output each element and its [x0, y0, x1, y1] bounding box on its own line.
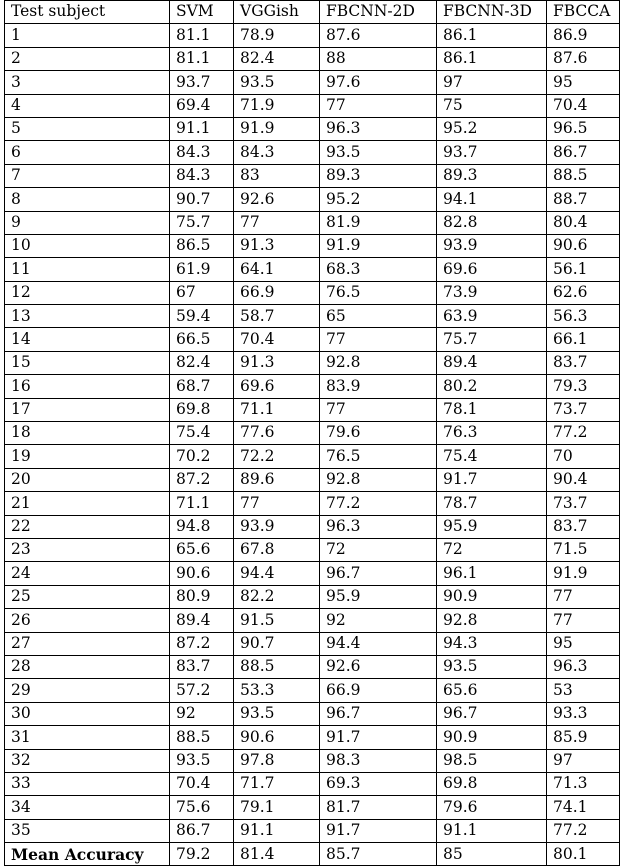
- fbcnn-2d-cell: 92.8: [320, 468, 437, 491]
- fbcnn-2d-cell: 76.5: [320, 445, 437, 468]
- vggish-cell: 58.7: [234, 305, 320, 328]
- fbcnn-3d-cell: 96.1: [437, 562, 547, 585]
- fbcca-cell: 79.3: [547, 375, 620, 398]
- fbcca-cell: 96.5: [547, 117, 620, 140]
- table-row: [5, 188, 620, 211]
- header-fbcnn-2d: FBCNN-2D: [320, 1, 437, 24]
- svm-cell: 69.8: [170, 398, 234, 421]
- fbcca-cell: 87.6: [547, 47, 620, 70]
- table-row: [5, 538, 620, 561]
- fbcnn-2d-cell: 97.6: [320, 71, 437, 94]
- subject-cell: 20: [5, 468, 170, 491]
- svm-cell: 61.9: [170, 258, 234, 281]
- svm-cell: 86.5: [170, 234, 234, 257]
- fbcnn-2d-cell: 77: [320, 94, 437, 117]
- vggish-cell: 77: [234, 211, 320, 234]
- fbcnn-2d-cell: 96.7: [320, 702, 437, 725]
- subject-cell: 15: [5, 351, 170, 374]
- fbcca-cell: 95: [547, 632, 620, 655]
- svm-cell: 81.1: [170, 24, 234, 47]
- vggish-cell: 64.1: [234, 258, 320, 281]
- fbcnn-3d-cell: 75.7: [437, 328, 547, 351]
- fbcnn-2d-cell: 92.6: [320, 655, 437, 678]
- fbcnn-3d-cell: 86.1: [437, 24, 547, 47]
- subject-cell: 35: [5, 819, 170, 842]
- fbcnn-3d-cell: 98.5: [437, 749, 547, 772]
- fbcnn-3d-cell: 80.2: [437, 375, 547, 398]
- vggish-cell: 91.3: [234, 234, 320, 257]
- fbcca-cell: 74.1: [547, 796, 620, 819]
- subject-cell: 4: [5, 94, 170, 117]
- fbcca-cell: 77: [547, 585, 620, 608]
- fbcca-cell: 62.6: [547, 281, 620, 304]
- table-row: [5, 632, 620, 655]
- fbcnn-3d-cell: 94.1: [437, 188, 547, 211]
- subject-cell: 32: [5, 749, 170, 772]
- fbcca-cell: 70: [547, 445, 620, 468]
- subject-cell: 8: [5, 188, 170, 211]
- svm-cell: 92: [170, 702, 234, 725]
- table-row: [5, 375, 620, 398]
- vggish-cell: 91.3: [234, 351, 320, 374]
- table-row: [5, 281, 620, 304]
- fbcca-cell: 70.4: [547, 94, 620, 117]
- svm-cell: 70.2: [170, 445, 234, 468]
- svm-cell: 75.6: [170, 796, 234, 819]
- subject-cell: 9: [5, 211, 170, 234]
- vggish-cell: 83: [234, 164, 320, 187]
- fbcnn-2d-cell: 91.9: [320, 234, 437, 257]
- fbcca-cell: 71.5: [547, 538, 620, 561]
- header-fbcnn-3d: FBCNN-3D: [437, 1, 547, 24]
- mean-fbcnn-2d-cell: 85.7: [320, 843, 437, 866]
- fbcnn-3d-cell: 69.6: [437, 258, 547, 281]
- fbcnn-3d-cell: 73.9: [437, 281, 547, 304]
- fbcnn-2d-cell: 95.2: [320, 188, 437, 211]
- svm-cell: 87.2: [170, 632, 234, 655]
- svm-cell: 75.7: [170, 211, 234, 234]
- svm-cell: 84.3: [170, 164, 234, 187]
- vggish-cell: 93.5: [234, 702, 320, 725]
- subject-cell: 25: [5, 585, 170, 608]
- subject-cell: 27: [5, 632, 170, 655]
- subject-cell: 5: [5, 117, 170, 140]
- fbcnn-3d-cell: 63.9: [437, 305, 547, 328]
- fbcca-cell: 90.4: [547, 468, 620, 491]
- vggish-cell: 91.1: [234, 819, 320, 842]
- mean-fbcca-cell: 80.1: [547, 843, 620, 866]
- subject-cell: 1: [5, 24, 170, 47]
- table-row: [5, 211, 620, 234]
- header-vggish: VGGish: [234, 1, 320, 24]
- mean-svm-cell: 79.2: [170, 843, 234, 866]
- fbcnn-3d-cell: 93.7: [437, 141, 547, 164]
- mean-accuracy-label: Mean Accuracy: [5, 843, 170, 866]
- fbcnn-2d-cell: 76.5: [320, 281, 437, 304]
- svm-cell: 70.4: [170, 772, 234, 795]
- fbcnn-2d-cell: 81.7: [320, 796, 437, 819]
- svm-cell: 59.4: [170, 305, 234, 328]
- mean-fbcnn-3d-cell: 85: [437, 843, 547, 866]
- fbcnn-2d-cell: 77.2: [320, 492, 437, 515]
- fbcca-cell: 73.7: [547, 492, 620, 515]
- table-row: [5, 585, 620, 608]
- fbcnn-3d-cell: 96.7: [437, 702, 547, 725]
- vggish-cell: 82.2: [234, 585, 320, 608]
- fbcnn-3d-cell: 93.5: [437, 655, 547, 678]
- fbcnn-2d-cell: 96.7: [320, 562, 437, 585]
- subject-cell: 24: [5, 562, 170, 585]
- fbcca-cell: 97: [547, 749, 620, 772]
- fbcnn-3d-cell: 69.8: [437, 772, 547, 795]
- fbcnn-3d-cell: 78.7: [437, 492, 547, 515]
- fbcca-cell: 53: [547, 679, 620, 702]
- vggish-cell: 77: [234, 492, 320, 515]
- table-row: [5, 24, 620, 47]
- vggish-cell: 82.4: [234, 47, 320, 70]
- svm-cell: 93.7: [170, 71, 234, 94]
- fbcnn-2d-cell: 95.9: [320, 585, 437, 608]
- vggish-cell: 88.5: [234, 655, 320, 678]
- vggish-cell: 84.3: [234, 141, 320, 164]
- fbcnn-3d-cell: 82.8: [437, 211, 547, 234]
- fbcnn-3d-cell: 86.1: [437, 47, 547, 70]
- fbcnn-2d-cell: 91.7: [320, 819, 437, 842]
- svm-cell: 82.4: [170, 351, 234, 374]
- fbcca-cell: 56.3: [547, 305, 620, 328]
- table-row: [5, 258, 620, 281]
- subject-cell: 33: [5, 772, 170, 795]
- vggish-cell: 71.9: [234, 94, 320, 117]
- table-row: [5, 468, 620, 491]
- svm-cell: 94.8: [170, 515, 234, 538]
- svm-cell: 65.6: [170, 538, 234, 561]
- table-row: [5, 796, 620, 819]
- fbcca-cell: 77: [547, 609, 620, 632]
- subject-cell: 34: [5, 796, 170, 819]
- fbcnn-3d-cell: 90.9: [437, 585, 547, 608]
- vggish-cell: 77.6: [234, 422, 320, 445]
- fbcnn-3d-cell: 75.4: [437, 445, 547, 468]
- subject-cell: 6: [5, 141, 170, 164]
- subject-cell: 2: [5, 47, 170, 70]
- svm-cell: 83.7: [170, 655, 234, 678]
- svm-cell: 68.7: [170, 375, 234, 398]
- vggish-cell: 53.3: [234, 679, 320, 702]
- table-row: [5, 47, 620, 70]
- subject-cell: 23: [5, 538, 170, 561]
- svm-cell: 87.2: [170, 468, 234, 491]
- subject-cell: 21: [5, 492, 170, 515]
- subject-cell: 13: [5, 305, 170, 328]
- fbcnn-2d-cell: 92.8: [320, 351, 437, 374]
- svm-cell: 86.7: [170, 819, 234, 842]
- svm-cell: 69.4: [170, 94, 234, 117]
- subject-cell: 19: [5, 445, 170, 468]
- table-row: [5, 772, 620, 795]
- fbcca-cell: 83.7: [547, 351, 620, 374]
- fbcnn-2d-cell: 94.4: [320, 632, 437, 655]
- fbcca-cell: 71.3: [547, 772, 620, 795]
- subject-cell: 16: [5, 375, 170, 398]
- vggish-cell: 90.7: [234, 632, 320, 655]
- fbcnn-3d-cell: 78.1: [437, 398, 547, 421]
- subject-cell: 26: [5, 609, 170, 632]
- table-row: [5, 71, 620, 94]
- vggish-cell: 71.1: [234, 398, 320, 421]
- fbcnn-3d-cell: 91.1: [437, 819, 547, 842]
- table-row: [5, 398, 620, 421]
- table-row: [5, 492, 620, 515]
- fbcnn-2d-cell: 96.3: [320, 515, 437, 538]
- fbcnn-3d-cell: 93.9: [437, 234, 547, 257]
- fbcnn-2d-cell: 77: [320, 328, 437, 351]
- subject-cell: 28: [5, 655, 170, 678]
- fbcnn-3d-cell: 65.6: [437, 679, 547, 702]
- header-fbcca: FBCCA: [547, 1, 620, 24]
- fbcca-cell: 85.9: [547, 726, 620, 749]
- table-row: [5, 117, 620, 140]
- fbcca-cell: 91.9: [547, 562, 620, 585]
- fbcnn-2d-cell: 83.9: [320, 375, 437, 398]
- table-row: [5, 328, 620, 351]
- vggish-cell: 69.6: [234, 375, 320, 398]
- vggish-cell: 79.1: [234, 796, 320, 819]
- svm-cell: 90.7: [170, 188, 234, 211]
- fbcca-cell: 73.7: [547, 398, 620, 421]
- fbcnn-3d-cell: 94.3: [437, 632, 547, 655]
- table-row: [5, 819, 620, 842]
- fbcnn-2d-cell: 69.3: [320, 772, 437, 795]
- fbcnn-3d-cell: 90.9: [437, 726, 547, 749]
- svm-cell: 71.1: [170, 492, 234, 515]
- vggish-cell: 93.9: [234, 515, 320, 538]
- results-table: [4, 0, 620, 866]
- fbcnn-3d-cell: 95.9: [437, 515, 547, 538]
- fbcca-cell: 56.1: [547, 258, 620, 281]
- vggish-cell: 91.5: [234, 609, 320, 632]
- subject-cell: 29: [5, 679, 170, 702]
- fbcca-cell: 66.1: [547, 328, 620, 351]
- vggish-cell: 91.9: [234, 117, 320, 140]
- fbcnn-2d-cell: 96.3: [320, 117, 437, 140]
- svm-cell: 91.1: [170, 117, 234, 140]
- table-row: [5, 305, 620, 328]
- table-row: [5, 749, 620, 772]
- fbcca-cell: 88.5: [547, 164, 620, 187]
- vggish-cell: 97.8: [234, 749, 320, 772]
- svm-cell: 75.4: [170, 422, 234, 445]
- table-row: [5, 726, 620, 749]
- fbcca-cell: 80.4: [547, 211, 620, 234]
- fbcnn-2d-cell: 77: [320, 398, 437, 421]
- subject-cell: 14: [5, 328, 170, 351]
- svm-cell: 93.5: [170, 749, 234, 772]
- subject-cell: 31: [5, 726, 170, 749]
- vggish-cell: 70.4: [234, 328, 320, 351]
- fbcca-cell: 86.9: [547, 24, 620, 47]
- fbcca-cell: 93.3: [547, 702, 620, 725]
- fbcnn-2d-cell: 98.3: [320, 749, 437, 772]
- fbcca-cell: 77.2: [547, 422, 620, 445]
- header-row: [5, 1, 620, 24]
- table-body: [5, 24, 620, 866]
- fbcnn-2d-cell: 79.6: [320, 422, 437, 445]
- svm-cell: 66.5: [170, 328, 234, 351]
- fbcnn-3d-cell: 95.2: [437, 117, 547, 140]
- vggish-cell: 93.5: [234, 71, 320, 94]
- fbcnn-3d-cell: 72: [437, 538, 547, 561]
- header-svm: SVM: [170, 1, 234, 24]
- fbcnn-2d-cell: 93.5: [320, 141, 437, 164]
- table-row: [5, 609, 620, 632]
- vggish-cell: 71.7: [234, 772, 320, 795]
- fbcnn-3d-cell: 76.3: [437, 422, 547, 445]
- fbcnn-3d-cell: 89.3: [437, 164, 547, 187]
- subject-cell: 11: [5, 258, 170, 281]
- svm-cell: 80.9: [170, 585, 234, 608]
- fbcnn-2d-cell: 88: [320, 47, 437, 70]
- fbcca-cell: 88.7: [547, 188, 620, 211]
- fbcnn-3d-cell: 79.6: [437, 796, 547, 819]
- table-row: [5, 445, 620, 468]
- fbcnn-2d-cell: 87.6: [320, 24, 437, 47]
- svm-cell: 81.1: [170, 47, 234, 70]
- vggish-cell: 78.9: [234, 24, 320, 47]
- table-row: [5, 702, 620, 725]
- fbcnn-2d-cell: 66.9: [320, 679, 437, 702]
- table-caption: [4, 853, 636, 867]
- fbcca-cell: 77.2: [547, 819, 620, 842]
- fbcnn-3d-cell: 92.8: [437, 609, 547, 632]
- table-row: [5, 562, 620, 585]
- table-row: [5, 141, 620, 164]
- svm-cell: 84.3: [170, 141, 234, 164]
- subject-cell: 10: [5, 234, 170, 257]
- subject-cell: 22: [5, 515, 170, 538]
- fbcca-cell: 83.7: [547, 515, 620, 538]
- table-row: [5, 655, 620, 678]
- fbcnn-2d-cell: 89.3: [320, 164, 437, 187]
- fbcnn-2d-cell: 81.9: [320, 211, 437, 234]
- svm-cell: 67: [170, 281, 234, 304]
- vggish-cell: 92.6: [234, 188, 320, 211]
- subject-cell: 7: [5, 164, 170, 187]
- fbcnn-2d-cell: 68.3: [320, 258, 437, 281]
- subject-cell: 18: [5, 422, 170, 445]
- fbcca-cell: 86.7: [547, 141, 620, 164]
- fbcnn-3d-cell: 75: [437, 94, 547, 117]
- subject-cell: 12: [5, 281, 170, 304]
- vggish-cell: 90.6: [234, 726, 320, 749]
- fbcca-cell: 95: [547, 71, 620, 94]
- table-row: [5, 515, 620, 538]
- fbcnn-3d-cell: 97: [437, 71, 547, 94]
- table-row: [5, 422, 620, 445]
- mean-vggish-cell: 81.4: [234, 843, 320, 866]
- svm-cell: 88.5: [170, 726, 234, 749]
- svm-cell: 90.6: [170, 562, 234, 585]
- subject-cell: 30: [5, 702, 170, 725]
- fbcnn-2d-cell: 92: [320, 609, 437, 632]
- table-row: [5, 234, 620, 257]
- fbcnn-2d-cell: 65: [320, 305, 437, 328]
- vggish-cell: 94.4: [234, 562, 320, 585]
- table-row: [5, 94, 620, 117]
- fbcnn-3d-cell: 89.4: [437, 351, 547, 374]
- fbcca-cell: 90.6: [547, 234, 620, 257]
- header-test-subject: Test subject: [5, 1, 170, 24]
- table-row: [5, 679, 620, 702]
- vggish-cell: 72.2: [234, 445, 320, 468]
- vggish-cell: 89.6: [234, 468, 320, 491]
- fbcnn-3d-cell: 91.7: [437, 468, 547, 491]
- table-row: [5, 351, 620, 374]
- subject-cell: 17: [5, 398, 170, 421]
- vggish-cell: 66.9: [234, 281, 320, 304]
- table-row: [5, 164, 620, 187]
- vggish-cell: 67.8: [234, 538, 320, 561]
- subject-cell: 3: [5, 71, 170, 94]
- fbcnn-2d-cell: 72: [320, 538, 437, 561]
- svm-cell: 57.2: [170, 679, 234, 702]
- fbcca-cell: 96.3: [547, 655, 620, 678]
- fbcnn-2d-cell: 91.7: [320, 726, 437, 749]
- svm-cell: 89.4: [170, 609, 234, 632]
